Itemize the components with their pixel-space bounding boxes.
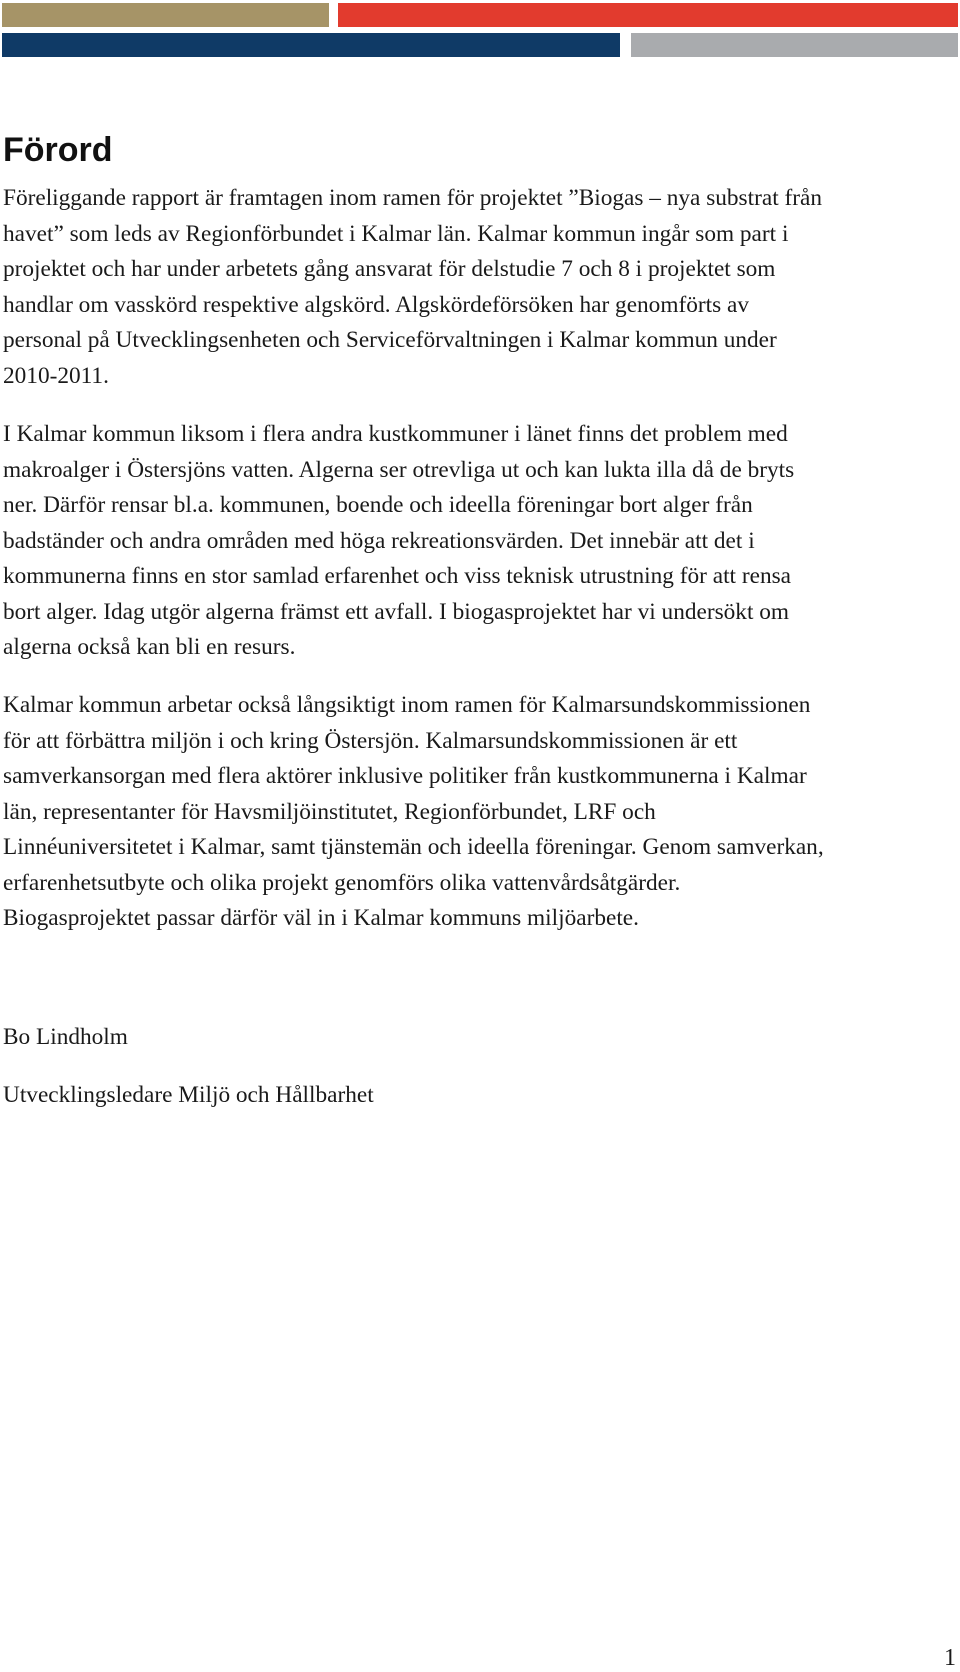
header-band-gold	[2, 3, 329, 27]
page-number: 1	[944, 1645, 956, 1671]
paragraph-macroalgae: I Kalmar kommun liksom i flera andra kustkommuner i länet finns det problem med makroalger i Östersjöns vatten. Algerna ser otrevliga ut och kan lukta illa då de bryts ner. Därför rensar bl.a. kommunen, boende och ideella föreningar bort alger från badständer och andra områden med höga rekreationsvärden. Det innebär att det i kommunerna finns en stor samlad erfarenhet och viss teknisk utrustning för att rensa bort alger. Idag utgör algerna främst ett avfall. I biogasprojektet har vi undersökt om algerna också kan bli en resurs.	[3, 421, 795, 660]
signature-name: Bo Lindholm	[3, 1024, 128, 1050]
paragraph-intro: Föreliggande rapport är framtagen inom ramen för projektet ”Biogas – nya substrat från havet” som leds av Regionförbundet i Kalmar län. Kalmar kommun ingår som part i projektet och har under arbetets gång ansvarat för delstudie 7 och 8 i projektet som handlar om vasskörd respektive algskörd. Algskördeförsöken har genomförts av personal på Utvecklingsenheten och Serviceförvaltningen i Kalmar kommun under 2010-2011.	[3, 185, 822, 389]
header-band-navy	[2, 33, 620, 57]
paragraph-kalmarsund-commission: Kalmar kommun arbetar också långsiktigt inom ramen för Kalmarsundskommissionen för att förbättra miljön i och kring Östersjön. Kalmarsundskommissionen är ett samverkansorgan med flera aktörer inklusive politiker från kustkommunerna i Kalmar län, representanter för Havsmiljöinstitutet, Regionförbundet, LRF och Linnéuniversitetet i Kalmar, samt tjänstemän och ideella föreningar. Genom samverkan, erfarenhetsutbyte och olika projekt genomförs olika vattenvårdsåtgärder. Biogasprojektet passar därför väl in i Kalmar kommuns miljöarbete.	[3, 692, 824, 931]
header-band-red	[338, 3, 958, 27]
signature-title: Utvecklingsledare Miljö och Hållbarhet	[3, 1082, 374, 1108]
page-title: Förord	[3, 131, 113, 169]
header-band-gray	[631, 33, 958, 57]
